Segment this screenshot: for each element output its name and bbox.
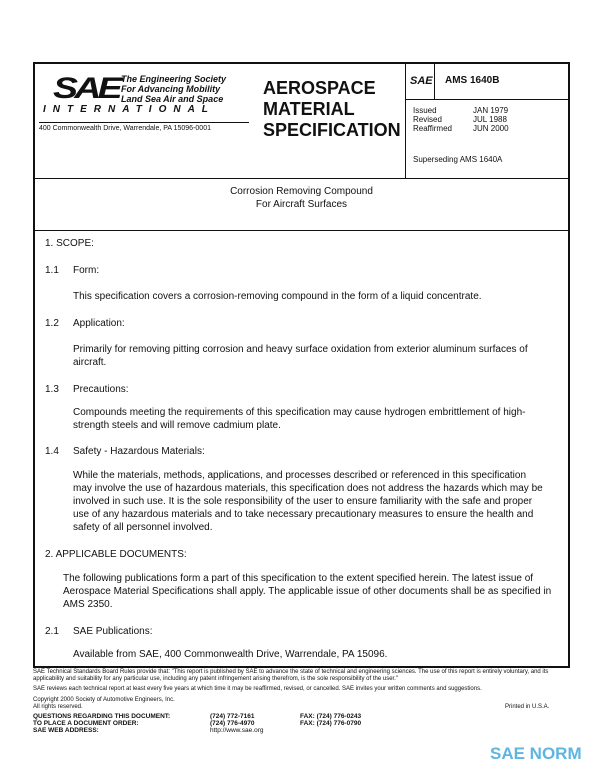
specification-frame [33, 62, 570, 668]
footer-copyright: Copyright 2000 Society of Automotive Engineers, Inc. [33, 697, 175, 703]
section-heading: 1. SCOPE: [45, 238, 94, 249]
superseding-label: Superseding [413, 155, 458, 164]
questions-label: QUESTIONS REGARDING THIS DOCUMENT: [33, 713, 171, 720]
date-label: Reaffirmed [413, 124, 452, 133]
footer-disclaimer: SAE Technical Standards Board Rules provide that: "This report is published by SAE to advance the state of technical and engineering sciences. The use of this report is entirely voluntary, and its applicability and suitability for any particular use, including any patent infringement arising therefrom, is the sole responsibility of the user." [33, 669, 549, 682]
paragraph: Primarily for removing pitting corrosion and heavy surface oxidation from exterior aluminum surfaces of aircraft. [73, 344, 528, 368]
paragraph: The following publications form a part of this specification to the extent specified herein. The latest issue of Aerospace Material Specifications shall apply. The applicable issue of other documents shall be as specified in AMS 2350. [63, 573, 552, 610]
section-heading: Safety - Hazardous Materials: [73, 446, 205, 457]
divider [405, 64, 406, 178]
international-text: INTERNATIONAL [43, 104, 215, 115]
document-title [35, 185, 568, 211]
date-label: Revised [413, 115, 442, 124]
divider [35, 178, 568, 179]
section-number: 1.4 [45, 446, 59, 457]
divider [434, 64, 435, 99]
section-number: 2.1 [45, 626, 59, 637]
title-line: MATERIAL [263, 99, 355, 119]
section-heading: Application: [73, 318, 125, 329]
footer-printed: Printed in U.S.A. [505, 704, 550, 710]
superseding [413, 155, 502, 164]
title-line: For Aircraft Surfaces [255, 199, 348, 210]
sae-logo-mark: SAE [53, 72, 119, 105]
questions-phone: (724) 772-7161 [210, 713, 255, 720]
section-heading: Precautions: [73, 384, 129, 395]
order-phone: (724) 776-4970 [210, 720, 255, 727]
paragraph: This specification covers a corrosion-removing compound in the form of a liquid concentrate. [73, 291, 482, 302]
doc-number: AMS 1640B [445, 75, 500, 86]
divider [35, 230, 568, 231]
date-label: Issued [413, 106, 437, 115]
footer-review: SAE reviews each technical report at least every five years at which time it may be reaffirmed, revised, or cancelled. SAE invites your written comments and suggestions. [33, 686, 482, 692]
doc-dates [413, 106, 509, 133]
footer-rights: All rights reserved. [33, 704, 83, 710]
sae-tagline [121, 74, 226, 104]
superseding-value: AMS 1640A [459, 155, 503, 164]
sae-norm-watermark: SAE NORM [490, 744, 582, 763]
date-value: JUL 1988 [473, 115, 507, 124]
section-heading: SAE Publications: [73, 626, 153, 637]
title-line: SPECIFICATION [263, 120, 401, 140]
section-number: 1.3 [45, 384, 59, 395]
section-heading: Form: [73, 265, 100, 276]
tagline-line: For Advancing Mobility [121, 84, 221, 94]
order-fax: FAX: (724) 776-0790 [300, 720, 362, 727]
section-number: 1.1 [45, 265, 59, 276]
spec-type-title [263, 78, 401, 141]
paragraph: Available from SAE, 400 Commonwealth Drive, Warrendale, PA 15096. [73, 649, 388, 660]
date-value: JAN 1979 [473, 106, 509, 115]
tagline-line: The Engineering Society [121, 74, 227, 84]
web-label: SAE WEB ADDRESS: [33, 727, 99, 734]
tagline-line: Land Sea Air and Space [121, 94, 224, 104]
web-url[interactable]: http://www.sae.org [210, 727, 264, 734]
questions-fax: FAX: (724) 776-0243 [300, 713, 362, 720]
title-line: AEROSPACE [263, 78, 376, 98]
section-heading: 2. APPLICABLE DOCUMENTS: [45, 549, 187, 560]
paragraph: Compounds meeting the requirements of this specification may cause hydrogen embrittlement of high-strength steels and will remove cadmium plate. [73, 407, 526, 431]
sae-small-logo: SAE [410, 75, 433, 87]
date-value: JUN 2000 [473, 124, 509, 133]
section-number: 1.2 [45, 318, 59, 329]
order-label: TO PLACE A DOCUMENT ORDER: [33, 720, 139, 727]
title-line: Corrosion Removing Compound [230, 186, 373, 197]
divider [405, 99, 568, 100]
sae-address: 400 Commonwealth Drive, Warrendale, PA 15096-0001 [39, 122, 249, 132]
paragraph: While the materials, methods, applications, and processes described or referenced in this specification may involve the use of hazardous materials, this specification does not address the hazards which may be involved in such use. It is the sole responsibility of the user to ensure familiarity with the safe and proper use of any hazardous materials and to take necessary precautionary measures to ensure the health and safety of all personnel involved. [73, 470, 543, 533]
